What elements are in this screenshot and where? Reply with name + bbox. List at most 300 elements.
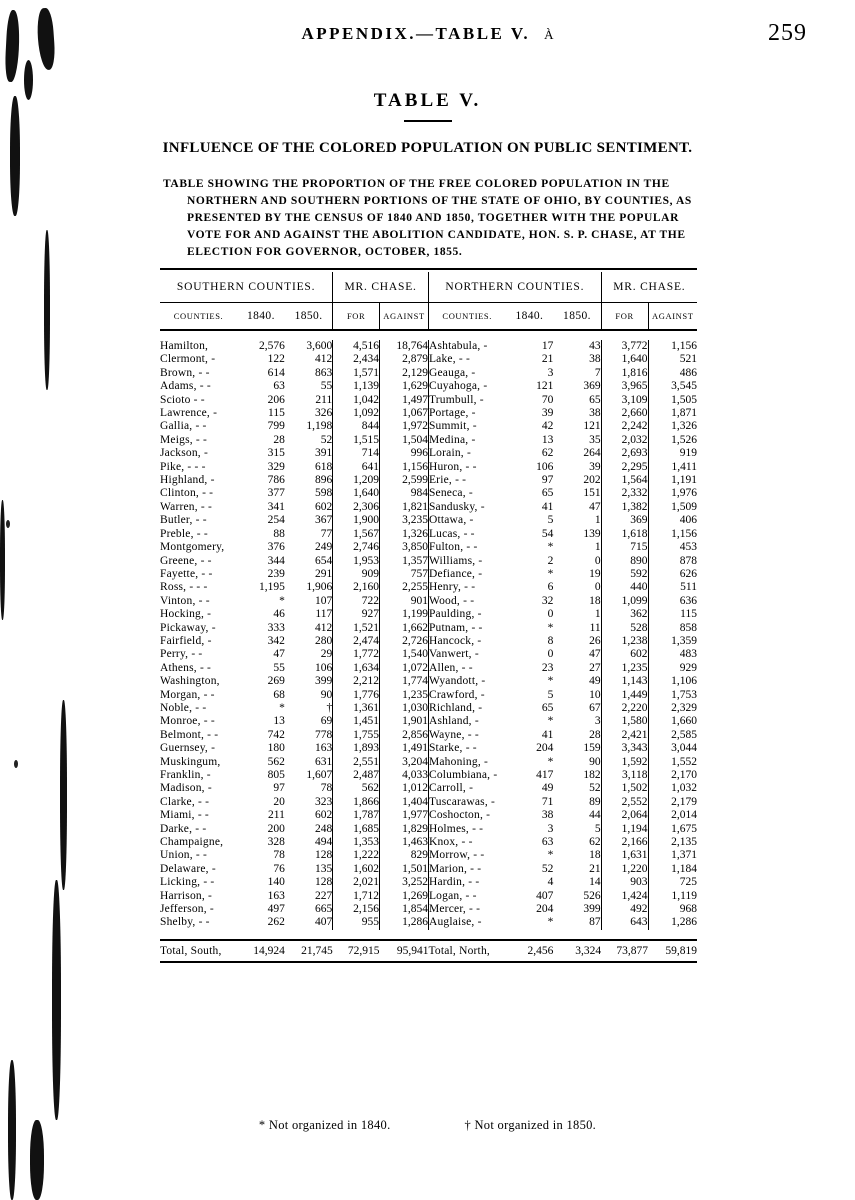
county-1850-north: 1 xyxy=(594,608,601,621)
county-against-north: 1,552 xyxy=(648,756,697,769)
county-against-north: 858 xyxy=(648,622,697,635)
county-name-south: Hocking, - xyxy=(160,608,212,621)
county-name-north: Ottawa, - xyxy=(428,514,505,527)
county-for-north: 3,772 xyxy=(601,340,648,353)
total-south-1840: 14,924 xyxy=(237,940,285,962)
county-against-south: 2,599 xyxy=(380,474,429,487)
county-1850-south: 78 xyxy=(320,782,333,795)
county-1840-south: 742 xyxy=(267,728,285,741)
county-name-south: Franklin, - xyxy=(160,769,211,781)
county-against-north: 2,170 xyxy=(648,769,697,782)
county-1850-south: 631 xyxy=(314,755,333,768)
county-1850-north: 139 xyxy=(583,527,601,540)
county-for-south: 1,900 xyxy=(333,514,380,527)
county-for-south: 1,776 xyxy=(333,689,380,702)
county-1840-south: 377 xyxy=(267,487,285,500)
county-1840-south: 1,195 xyxy=(258,581,285,594)
county-name-south: Butler, - - xyxy=(160,514,207,527)
county-1840-north: 6 xyxy=(547,581,554,594)
county-1850-north: 89 xyxy=(589,795,601,808)
county-for-north: 1,631 xyxy=(601,849,648,862)
county-name-south: Fairfield, - xyxy=(160,634,212,647)
county-1850-north: 5 xyxy=(594,822,601,835)
county-for-south: 1,755 xyxy=(333,729,380,742)
column-header-counties-north: COUNTIES. xyxy=(428,303,505,331)
county-for-south: 1,685 xyxy=(333,823,380,836)
table-body xyxy=(160,340,697,930)
county-1840-north: * xyxy=(547,621,554,634)
column-header-1840-north: 1840. xyxy=(505,303,553,331)
county-for-north: 2,332 xyxy=(601,487,648,500)
county-1850-south: 291 xyxy=(314,567,333,580)
table-row xyxy=(160,890,697,903)
county-for-north: 1,220 xyxy=(601,863,648,876)
county-1850-north: 264 xyxy=(583,447,601,460)
county-name-north: Tuscarawas, - xyxy=(428,796,505,809)
county-1840-south: 211 xyxy=(268,809,285,822)
county-name-south: Guernsey, - xyxy=(160,742,216,755)
county-against-south: 2,856 xyxy=(380,729,429,742)
county-for-north: 1,235 xyxy=(601,662,648,675)
county-1850-north: 1 xyxy=(594,514,601,527)
county-name-south: Lawrence, - xyxy=(160,407,218,420)
county-1840-south: 68 xyxy=(273,688,285,701)
county-1850-south: 1,198 xyxy=(306,420,333,433)
county-against-south: 1,977 xyxy=(380,809,429,822)
county-1840-south: 115 xyxy=(268,407,285,420)
county-against-north: 1,032 xyxy=(648,782,697,795)
county-for-south: 1,712 xyxy=(333,890,380,903)
county-1840-north: 407 xyxy=(536,889,554,902)
county-against-north: 1,660 xyxy=(648,715,697,728)
county-against-north: 1,119 xyxy=(648,890,697,903)
county-1850-north: 27 xyxy=(589,661,601,674)
county-for-north: 3,118 xyxy=(601,769,648,782)
county-against-north: 1,871 xyxy=(648,407,697,420)
column-header-against-north: AGAINST xyxy=(648,303,697,331)
county-name-north: Starke, - - xyxy=(428,742,505,755)
county-name-south: Pike, - - - xyxy=(160,460,206,473)
column-header-1840-south: 1840. xyxy=(237,303,285,331)
county-1850-south: 412 xyxy=(314,353,333,366)
county-for-south: 1,361 xyxy=(333,702,380,715)
county-1850-south: 618 xyxy=(314,460,333,473)
county-1840-south: 342 xyxy=(267,634,285,647)
county-name-north: Fulton, - - xyxy=(428,541,505,554)
county-against-north: 636 xyxy=(648,595,697,608)
county-against-south: 1,072 xyxy=(380,662,429,675)
county-1850-north: 62 xyxy=(589,836,601,849)
county-name-south: Athens, - - xyxy=(160,661,212,674)
county-against-north: 1,326 xyxy=(648,420,697,433)
county-against-north: 483 xyxy=(648,648,697,661)
county-for-south: 2,021 xyxy=(333,876,380,889)
county-against-south: 1,030 xyxy=(380,702,429,715)
county-name-south: Pickaway, - xyxy=(160,621,216,634)
county-against-south: 2,255 xyxy=(380,581,429,594)
table-row xyxy=(160,514,697,527)
county-against-south: 984 xyxy=(380,487,429,500)
county-name-south: Scioto - - xyxy=(160,393,205,406)
county-against-south: 18,764 xyxy=(380,340,429,353)
county-name-south: Vinton, - - xyxy=(160,594,210,607)
county-1840-south: 376 xyxy=(267,541,285,554)
county-name-north: Williams, - xyxy=(428,555,505,568)
table-row xyxy=(160,796,697,809)
county-1840-south: 254 xyxy=(267,514,285,527)
county-for-north: 362 xyxy=(601,608,648,621)
county-1840-north: 42 xyxy=(541,420,554,433)
county-name-north: Logan, - - xyxy=(428,890,505,903)
county-against-south: 4,033 xyxy=(380,769,429,782)
county-1850-north: 369 xyxy=(583,380,601,393)
table-row xyxy=(160,461,697,474)
county-1840-south: 262 xyxy=(267,916,285,929)
county-against-north: 521 xyxy=(648,353,697,366)
county-against-north: 929 xyxy=(648,662,697,675)
county-1850-north: 121 xyxy=(583,420,601,433)
county-1850-south: 227 xyxy=(314,889,333,902)
county-1840-south: * xyxy=(279,701,285,714)
county-1840-north: 204 xyxy=(536,903,554,916)
county-1840-north: * xyxy=(547,715,554,728)
table-row xyxy=(160,675,697,688)
column-header-for-north: FOR xyxy=(601,303,648,331)
county-for-south: 4,516 xyxy=(333,340,380,353)
county-name-south: Clinton, - - xyxy=(160,487,214,500)
table-container xyxy=(160,268,697,965)
county-against-south: 1,235 xyxy=(380,689,429,702)
table-subtitle: INFLUENCE OF THE COLORED POPULATION ON PUBLIC SENTIMENT. xyxy=(162,140,693,156)
county-against-south: 829 xyxy=(380,849,429,862)
county-1850-north: 38 xyxy=(589,353,601,366)
county-name-north: Summit, - xyxy=(428,420,505,433)
county-1850-south: 163 xyxy=(314,742,333,755)
county-1840-north: 65 xyxy=(541,487,554,500)
table-row xyxy=(160,581,697,594)
county-for-south: 909 xyxy=(333,568,380,581)
county-for-north: 2,220 xyxy=(601,702,648,715)
county-1850-south: 407 xyxy=(314,916,333,929)
county-against-south: 3,235 xyxy=(380,514,429,527)
county-1840-north: 121 xyxy=(536,380,554,393)
county-against-south: 1,491 xyxy=(380,742,429,755)
table-row xyxy=(160,769,697,782)
county-name-north: Henry, - - xyxy=(428,581,505,594)
county-for-south: 1,787 xyxy=(333,809,380,822)
county-for-north: 1,449 xyxy=(601,689,648,702)
county-for-south: 2,434 xyxy=(333,353,380,366)
county-name-south: Clarke, - - xyxy=(160,795,210,808)
county-for-north: 903 xyxy=(601,876,648,889)
county-1840-north: 38 xyxy=(541,809,554,822)
total-north-against: 59,819 xyxy=(648,940,697,962)
county-name-north: Erie, - - xyxy=(428,474,505,487)
description-line: VOTE FOR AND AGAINST THE ABOLITION CANDIDATE, HON. S. P. CHASE, AT THE xyxy=(187,229,686,241)
county-name-north: Carroll, - xyxy=(428,782,505,795)
county-name-north: Trumbull, - xyxy=(428,394,505,407)
county-name-south: Licking, - - xyxy=(160,876,215,889)
county-1840-north: 8 xyxy=(547,634,554,647)
county-against-north: 1,106 xyxy=(648,675,697,688)
county-against-north: 626 xyxy=(648,568,697,581)
county-against-north: 2,135 xyxy=(648,836,697,849)
county-name-south: Muskingum, xyxy=(160,755,221,768)
county-1840-north: 63 xyxy=(541,836,554,849)
county-name-north: Ashtabula, - xyxy=(428,340,505,353)
county-for-south: 1,353 xyxy=(333,836,380,849)
county-for-north: 440 xyxy=(601,581,648,594)
population-vote-table xyxy=(160,268,697,965)
county-1850-south: 77 xyxy=(320,527,333,540)
county-1840-north: 3 xyxy=(547,366,554,379)
county-name-south: Brown, - - xyxy=(160,366,210,379)
county-against-north: 1,359 xyxy=(648,635,697,648)
county-1840-north: 97 xyxy=(541,474,554,487)
county-for-south: 1,953 xyxy=(333,555,380,568)
county-1850-north: 47 xyxy=(589,648,601,661)
county-for-south: 1,602 xyxy=(333,863,380,876)
county-against-north: 1,184 xyxy=(648,863,697,876)
county-against-north: 968 xyxy=(648,903,697,916)
county-1840-south: 344 xyxy=(267,554,285,567)
county-name-north: Defiance, - xyxy=(428,568,505,581)
county-1850-north: 14 xyxy=(589,876,601,889)
county-for-south: 641 xyxy=(333,461,380,474)
county-against-north: 1,156 xyxy=(648,340,697,353)
county-against-south: 1,972 xyxy=(380,420,429,433)
county-for-north: 1,382 xyxy=(601,501,648,514)
county-1850-south: 863 xyxy=(314,366,333,379)
county-1850-south: 665 xyxy=(314,903,333,916)
county-1850-south: † xyxy=(326,701,333,714)
county-against-south: 1,357 xyxy=(380,555,429,568)
table-row xyxy=(160,863,697,876)
county-1840-south: 799 xyxy=(267,420,285,433)
county-1840-north: 70 xyxy=(541,393,554,406)
county-against-north: 2,329 xyxy=(648,702,697,715)
county-1850-south: 391 xyxy=(314,447,333,460)
county-1840-south: 786 xyxy=(267,474,285,487)
county-name-south: Noble, - - xyxy=(160,701,207,714)
county-1840-north: 106 xyxy=(536,460,554,473)
county-for-north: 602 xyxy=(601,648,648,661)
table-row xyxy=(160,689,697,702)
table-row xyxy=(160,742,697,755)
county-against-south: 1,497 xyxy=(380,394,429,407)
county-1840-south: 497 xyxy=(267,903,285,916)
total-south-against: 95,941 xyxy=(380,940,429,962)
county-against-south: 1,774 xyxy=(380,675,429,688)
county-against-north: 919 xyxy=(648,447,697,460)
county-against-south: 2,129 xyxy=(380,367,429,380)
county-1850-north: 19 xyxy=(589,567,601,580)
county-name-north: Lake, - - xyxy=(428,353,505,366)
county-against-south: 1,629 xyxy=(380,380,429,393)
county-name-north: Mahoning, - xyxy=(428,756,505,769)
table-row xyxy=(160,474,697,487)
county-1850-south: 412 xyxy=(314,621,333,634)
county-against-south: 3,252 xyxy=(380,876,429,889)
county-name-north: Wayne, - - xyxy=(428,729,505,742)
footnote-asterisk: * Not organized in 1840. xyxy=(258,1118,391,1132)
county-1850-south: 117 xyxy=(315,608,333,621)
table-row xyxy=(160,353,697,366)
county-name-south: Fayette, - - xyxy=(160,567,213,580)
county-name-north: Columbiana, - xyxy=(428,769,505,782)
table-row xyxy=(160,447,697,460)
table-row xyxy=(160,407,697,420)
group-header-chase-right: MR. CHASE. xyxy=(601,272,697,303)
county-name-north: Mercer, - - xyxy=(428,903,505,916)
county-1850-south: 399 xyxy=(314,675,333,688)
county-1840-north: * xyxy=(547,916,554,929)
column-header-against-south: AGAINST xyxy=(380,303,429,331)
county-1850-north: 87 xyxy=(589,916,601,929)
county-against-north: 2,014 xyxy=(648,809,697,822)
county-against-south: 1,404 xyxy=(380,796,429,809)
county-for-north: 492 xyxy=(601,903,648,916)
county-against-south: 1,829 xyxy=(380,823,429,836)
table-row xyxy=(160,849,697,862)
county-1840-north: 204 xyxy=(536,742,554,755)
county-against-north: 1,753 xyxy=(648,689,697,702)
county-1840-south: 805 xyxy=(267,769,285,781)
table-row xyxy=(160,903,697,916)
total-south-1850: 21,745 xyxy=(285,940,333,962)
county-1840-north: 54 xyxy=(541,527,554,540)
county-name-north: Portage, - xyxy=(428,407,505,420)
county-1840-south: 76 xyxy=(273,862,285,875)
county-against-south: 1,662 xyxy=(380,622,429,635)
county-for-north: 3,343 xyxy=(601,742,648,755)
county-1840-north: 3 xyxy=(547,822,554,835)
county-1850-south: 135 xyxy=(314,862,333,875)
table-row xyxy=(160,662,697,675)
footnotes xyxy=(0,1118,855,1133)
table-row xyxy=(160,729,697,742)
county-name-north: Hardin, - - xyxy=(428,876,505,889)
table-row xyxy=(160,340,697,353)
county-for-north: 1,640 xyxy=(601,353,648,366)
county-for-south: 1,634 xyxy=(333,662,380,675)
table-row xyxy=(160,394,697,407)
county-name-north: Knox, - - xyxy=(428,836,505,849)
county-name-south: Gallia, - - xyxy=(160,420,207,433)
county-against-south: 2,879 xyxy=(380,353,429,366)
county-1840-north: 39 xyxy=(541,407,554,420)
group-header-northern: NORTHERN COUNTIES. xyxy=(428,272,601,303)
county-name-south: Union, - - xyxy=(160,849,208,862)
table-row xyxy=(160,823,697,836)
county-for-north: 2,166 xyxy=(601,836,648,849)
county-against-south: 1,012 xyxy=(380,782,429,795)
county-1840-south: 200 xyxy=(267,822,285,835)
county-1840-north: 2 xyxy=(547,554,554,567)
county-1850-south: 367 xyxy=(314,514,333,527)
county-1840-north: 32 xyxy=(541,594,554,607)
county-for-north: 2,552 xyxy=(601,796,648,809)
county-name-north: Lucas, - - xyxy=(428,528,505,541)
table-group-header-row xyxy=(160,272,697,303)
county-1850-south: 896 xyxy=(314,474,333,487)
total-north-for: 73,877 xyxy=(601,940,648,962)
county-name-north: Vanwert, - xyxy=(428,648,505,661)
county-1850-north: 90 xyxy=(589,755,601,768)
county-1850-south: 778 xyxy=(314,728,333,741)
county-1840-south: 20 xyxy=(273,795,285,808)
county-for-north: 1,238 xyxy=(601,635,648,648)
county-for-south: 2,551 xyxy=(333,756,380,769)
county-against-north: 1,411 xyxy=(648,461,697,474)
county-1850-north: 39 xyxy=(589,460,601,473)
table-row xyxy=(160,568,697,581)
table-row xyxy=(160,836,697,849)
county-1850-north: 18 xyxy=(589,849,601,862)
county-name-north: Cuyahoga, - xyxy=(428,380,505,393)
county-against-south: 1,504 xyxy=(380,434,429,447)
county-1850-north: 182 xyxy=(583,769,601,781)
county-for-north: 1,194 xyxy=(601,823,648,836)
county-name-north: Seneca, - xyxy=(428,487,505,500)
county-against-south: 996 xyxy=(380,447,429,460)
county-1840-south: 614 xyxy=(267,366,285,379)
table-row xyxy=(160,367,697,380)
county-for-north: 528 xyxy=(601,622,648,635)
county-1840-south: 122 xyxy=(267,353,285,366)
county-name-south: Champaigne, xyxy=(160,836,224,849)
county-1850-south: 248 xyxy=(314,822,333,835)
county-1840-south: 329 xyxy=(267,460,285,473)
county-against-south: 1,821 xyxy=(380,501,429,514)
group-header-southern: SOUTHERN COUNTIES. xyxy=(160,272,333,303)
county-name-north: Marion, - - xyxy=(428,863,505,876)
county-1850-south: 29 xyxy=(320,648,333,661)
county-1840-north: * xyxy=(547,849,554,862)
county-1850-north: 399 xyxy=(583,903,601,916)
county-1850-north: 7 xyxy=(594,366,601,379)
county-1840-south: 562 xyxy=(267,755,285,768)
county-against-north: 115 xyxy=(648,608,697,621)
county-name-south: Montgomery, xyxy=(160,541,225,554)
county-name-north: Allen, - - xyxy=(428,662,505,675)
county-1850-north: 0 xyxy=(594,581,601,594)
county-for-south: 1,042 xyxy=(333,394,380,407)
county-against-south: 1,540 xyxy=(380,648,429,661)
running-head-mark: À xyxy=(544,27,554,42)
county-name-north: Medina, - xyxy=(428,434,505,447)
county-name-south: Morgan, - - xyxy=(160,688,215,701)
county-1850-north: 67 xyxy=(589,701,601,714)
table-title: TABLE V. xyxy=(373,90,482,111)
county-name-south: Greene, - - xyxy=(160,554,212,567)
county-for-south: 562 xyxy=(333,782,380,795)
county-name-south: Clermont, - xyxy=(160,353,216,366)
county-name-north: Paulding, - xyxy=(428,608,505,621)
table-row xyxy=(160,648,697,661)
county-1850-south: 211 xyxy=(315,393,333,406)
county-for-south: 1,893 xyxy=(333,742,380,755)
county-1840-south: 315 xyxy=(267,447,285,460)
table-row xyxy=(160,420,697,433)
table-row xyxy=(160,809,697,822)
county-for-north: 3,109 xyxy=(601,394,648,407)
county-against-north: 3,545 xyxy=(648,380,697,393)
county-1840-south: * xyxy=(279,594,285,607)
table-row xyxy=(160,756,697,769)
county-1840-north: 17 xyxy=(541,340,554,352)
county-for-north: 2,295 xyxy=(601,461,648,474)
